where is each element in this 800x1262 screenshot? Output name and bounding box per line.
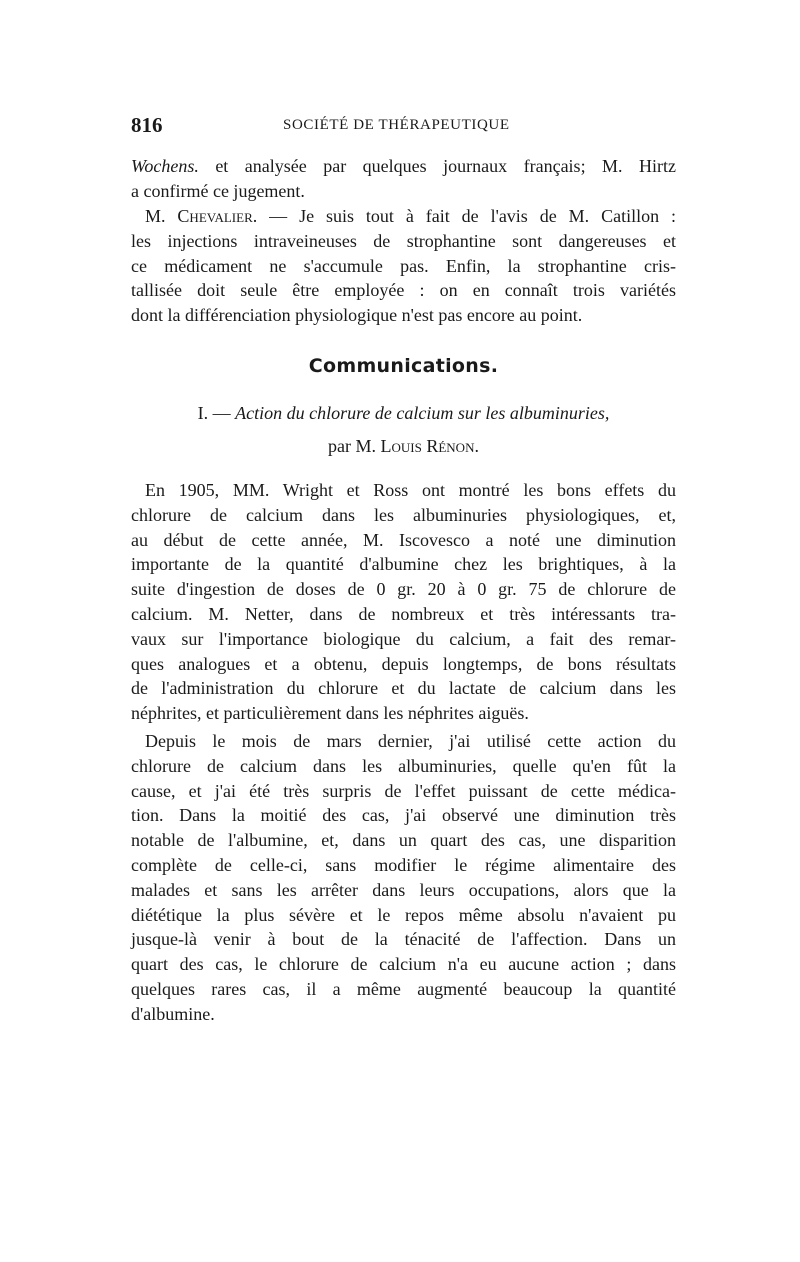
text-line: cause, et j'ai été très surpris de l'effet puissant de cette médica- [131, 780, 676, 801]
text-line: importante de la quantité d'albumine chez les brightiques, à la [131, 554, 676, 575]
text-line: ce médicament ne s'accumule pas. Enfin, la strophantine cris- [131, 255, 676, 276]
text-line: Wochens. et analysée par quelques journaux français; M. Hirtz [131, 156, 677, 176]
text-line: ques analogues et a obtenu, depuis longtemps, de bons résultats [131, 653, 676, 674]
article-title-italic: Action du chlorure de calcium sur les albuminuries, [235, 403, 610, 423]
text-line: quart des cas, le chlorure de calcium n'a eu aucune action ; dans [131, 954, 676, 975]
running-title: SOCIÉTÉ DE THÉRAPEUTIQUE [283, 117, 510, 133]
page-header [131, 113, 676, 143]
paragraph-1905 [131, 478, 676, 726]
text-line: notable de l'albumine, et, dans un quart des cas, une disparition [131, 830, 676, 851]
text-line: complète de celle-ci, sans modifier le régime alimentaire des [131, 854, 676, 875]
text-line: quelques rares cas, il a même augmenté beaucoup la quantité [131, 978, 676, 999]
text-line: M. Chevalier. — Je suis tout à fait de l'avis de M. Catillon : [145, 206, 676, 226]
text-line: chlorure de calcium dans les albuminuries, quelle qu'en fût la [131, 755, 676, 776]
text-line: néphrites, et particulièrement dans les néphrites aiguës. [131, 703, 529, 724]
speaker-name: M. Chevalier. [145, 206, 258, 226]
text-line: malades et sans les arrêter dans leurs occupations, alors que la [131, 879, 676, 900]
text-line: tion. Dans la moitié des cas, j'ai observé une diminution très [131, 805, 676, 826]
article-title [131, 403, 676, 424]
text-line: tallisée doit seule être employée : on en connaît trois variétés [131, 280, 676, 301]
paragraph-continuation [131, 154, 676, 204]
article-number: I. — [197, 403, 236, 423]
page-number: 816 [131, 113, 163, 137]
text-line: dont la différenciation physiologique n'est pas encore au point. [131, 305, 583, 326]
paragraph-chevalier [131, 204, 676, 328]
text-line: les injections intraveineuses de strophantine sont dangereuses et [131, 230, 676, 251]
text-line: suite d'ingestion de doses de 0 gr. 20 à 0 gr. 75 de chlorure de [131, 579, 676, 600]
paragraph-depuis [131, 729, 676, 1027]
text-line: En 1905, MM. Wright et Ross ont montré les bons effets du [145, 480, 676, 500]
text-line: de l'administration du chlorure et du lactate de calcium dans les [131, 678, 676, 699]
text-line: au début de cette année, M. Iscovesco a noté une diminution [131, 529, 676, 550]
text-line: vaux sur l'importance biologique du calcium, a fait des remar- [131, 628, 676, 649]
text-line: chlorure de calcium dans les albuminuries physiologiques, et, [131, 504, 676, 525]
article-byline: par M. Louis Rénon. [328, 436, 479, 456]
text-line: diététique la plus sévère et le repos même absolu n'avaient pu [131, 904, 676, 925]
section-heading: Communications. [308, 355, 499, 377]
author-name: Louis Rénon. [380, 436, 479, 456]
text-line: a confirmé ce jugement. [131, 180, 305, 201]
text-line: d'albumine. [131, 1003, 215, 1024]
text-line: Depuis le mois de mars dernier, j'ai utilisé cette action du [145, 731, 676, 751]
text-line: calcium. M. Netter, dans de nombreux et très intéressants tra- [131, 603, 676, 624]
text-line: jusque-là venir à bout de la ténacité de l'affection. Dans un [131, 929, 676, 950]
italic-word: Wochens. [131, 156, 199, 176]
